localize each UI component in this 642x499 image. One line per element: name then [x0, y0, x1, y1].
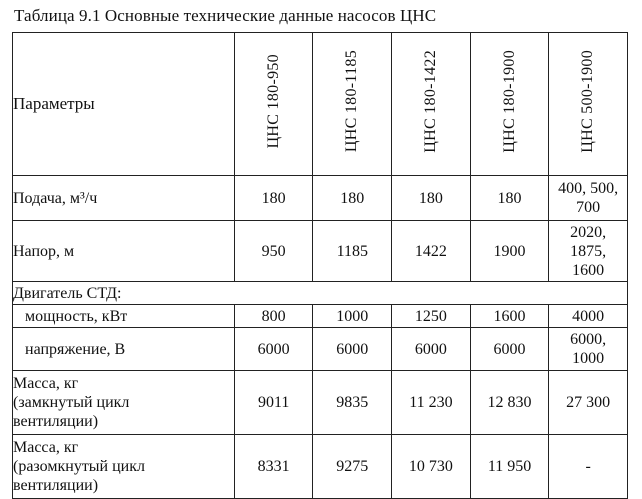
table-cell: 10 730: [392, 435, 471, 499]
table-row-voltage: [13, 328, 628, 371]
table-cell: 6000, 1000: [549, 328, 628, 371]
table-cell: 9011: [234, 371, 313, 435]
table-cell: 1250: [392, 305, 471, 328]
table-row-flow: [13, 176, 628, 221]
table-cell: 180: [470, 176, 549, 221]
model-header: [392, 33, 471, 176]
table-cell: 180: [234, 176, 313, 221]
table-cell: 6000: [234, 328, 313, 371]
table-cell: 1600: [470, 305, 549, 328]
row-label: Напор, м: [13, 221, 235, 282]
section-label: Двигатель СТД:: [13, 282, 628, 305]
table-cell: 180: [392, 176, 471, 221]
table-cell: 6000: [392, 328, 471, 371]
table-cell: 9835: [313, 371, 392, 435]
table-cell: 400, 500, 700: [549, 176, 628, 221]
table-cell: -: [549, 435, 628, 499]
table-cell: 11 230: [392, 371, 471, 435]
table-cell: 27 300: [549, 371, 628, 435]
table-cell: 9275: [313, 435, 392, 499]
table-row-head: [13, 221, 628, 282]
table-cell: 11 950: [470, 435, 549, 499]
table-cell: 12 830: [470, 371, 549, 435]
table-row-motor: [13, 282, 628, 305]
row-label: Масса, кг (разомкнутый цикл вентиляции): [13, 435, 235, 499]
table-cell: 1000: [313, 305, 392, 328]
table-header-row: [13, 33, 628, 176]
table-cell: 1185: [313, 221, 392, 282]
table-cell: 1900: [470, 221, 549, 282]
row-label: Масса, кг (замкнутый цикл вентиляции): [13, 371, 235, 435]
table-cell: 6000: [470, 328, 549, 371]
table-caption: Таблица 9.1 Основные технические данные насосов ЦНС: [14, 6, 437, 25]
table-cell: 800: [234, 305, 313, 328]
model-label: ЦНС 180-1185: [343, 50, 361, 153]
table-row-mass-closed: [13, 371, 628, 435]
pump-specs-table: [12, 32, 628, 499]
table-row-mass-open: [13, 435, 628, 499]
table-cell: 180: [313, 176, 392, 221]
model-label: ЦНС 180-950: [264, 54, 282, 149]
table-cell: 2020, 1875, 1600: [549, 221, 628, 282]
table-row-power: [13, 305, 628, 328]
model-label: ЦНС 500-1900: [579, 50, 597, 153]
model-header: [234, 33, 313, 176]
param-header: Параметры: [13, 33, 235, 176]
row-label: мощность, кВт: [13, 305, 235, 328]
model-header: [470, 33, 549, 176]
table-cell: 1422: [392, 221, 471, 282]
model-header: [313, 33, 392, 176]
model-header: [549, 33, 628, 176]
model-label: ЦНС 180-1422: [421, 50, 439, 153]
row-label: напряжение, В: [13, 328, 235, 371]
table-cell: 6000: [313, 328, 392, 371]
table-cell: 950: [234, 221, 313, 282]
row-label: Подача, м³/ч: [13, 176, 235, 221]
table-cell: 4000: [549, 305, 628, 328]
model-label: ЦНС 180-1900: [500, 50, 518, 153]
table-cell: 8331: [234, 435, 313, 499]
